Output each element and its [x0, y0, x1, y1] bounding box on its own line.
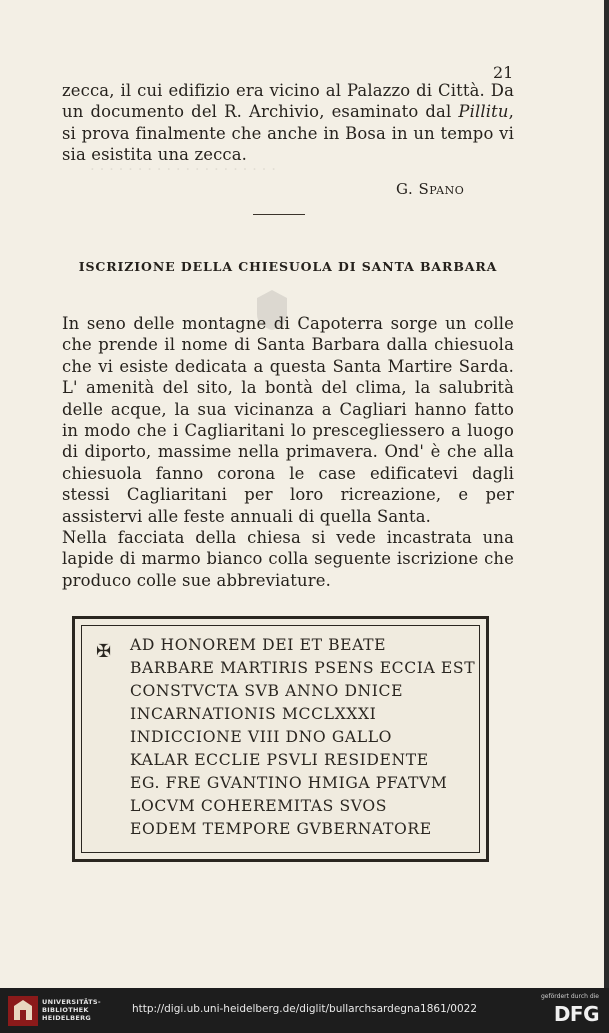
inscription-line: CONSTVCTA SVB ANNO DNICE — [130, 682, 404, 700]
permalink-url[interactable]: http://digi.ub.uni-heidelberg.de/diglit/bullarchsardegna1861/0022 — [131, 1003, 478, 1015]
inscription-frame — [72, 616, 489, 862]
dfg-logo[interactable]: DFG — [553, 1002, 599, 1026]
inscription-line: KALAR ECCLIE PSVLI RESIDENTE — [130, 751, 429, 769]
paragraph-santa-barbara: In seno delle montagne di Capoterra sorge un colle che prende il nome di Santa Barbara dalla chiesuola che vi esiste dedicata a questa Santa Martire Sarda. L' amenità del sito, la bontà del clima, la salubrità delle acque, la sua vicinanza a Cagliari hanno fatto in modo che i Cagliaritani lo prescegliessero a luogo di diporto, massime nella primavera. Ond' è che alla chiesuola fanno corona le case edificatevi dagli stessi Cagliaritani per loro ricreazione, e per assistervi alle feste annuali di quella Santa. — [62, 314, 514, 526]
page-number: 21 — [493, 63, 514, 82]
paragraph-zecca — [62, 80, 514, 166]
section-heading: ISCRIZIONE DELLA CHIESUOLA DI SANTA BARBARA — [78, 259, 498, 274]
inscription-line: AD HONOREM DEI ET BEATE — [130, 636, 387, 654]
inscription-line: INDICCIONE VIII DNO GALLO — [130, 728, 393, 746]
funded-by-label: gefördert durch die — [541, 993, 599, 1000]
inscription-text — [130, 634, 475, 841]
viewer-footer — [0, 988, 609, 1033]
inscription-line: BARBARE MARTIRIS PSENS ECCIA EST — [130, 659, 476, 677]
paragraph-facciata: Nella facciata della chiesa si vede incastrata una lapide di marmo bianco colla seguente iscrizione che produco colle sue abbreviature. — [62, 528, 514, 590]
library-name-line: HEIDELBERG — [42, 1014, 92, 1022]
signature: G. Spano — [396, 180, 465, 198]
paragraph-text: zecca, il cui edifizio era vicino al Palazzo di Città. Da un documento del R. Archivio, esaminato dal Pillitu, si prova finalmente che anche in Bosa in un tempo vi sia esistita una zecca. — [62, 81, 514, 165]
bleed-through-text: · · · · · · · · · · · · · · · · · · · · — [90, 160, 276, 178]
inscription-line: EG. FRE GVANTINO HMIGA PFATVM — [130, 774, 448, 792]
library-name-line: BIBLIOTHEK — [42, 1006, 89, 1014]
inscription-line: EODEM TEMPORE GVBERNATORE — [130, 820, 432, 838]
body-paragraphs — [62, 313, 514, 591]
inscription-line: LOCVM COHEREMITAS SVOS — [130, 797, 387, 815]
page-edge — [604, 0, 609, 988]
cross-icon: ✠ — [96, 641, 112, 662]
inscription-line: INCARNATIONIS MCCLXXXI — [130, 705, 377, 723]
library-name-line: UNIVERSITÄTS- — [42, 998, 101, 1006]
cited-author: Pillitu — [458, 102, 509, 122]
section-divider — [253, 214, 305, 215]
